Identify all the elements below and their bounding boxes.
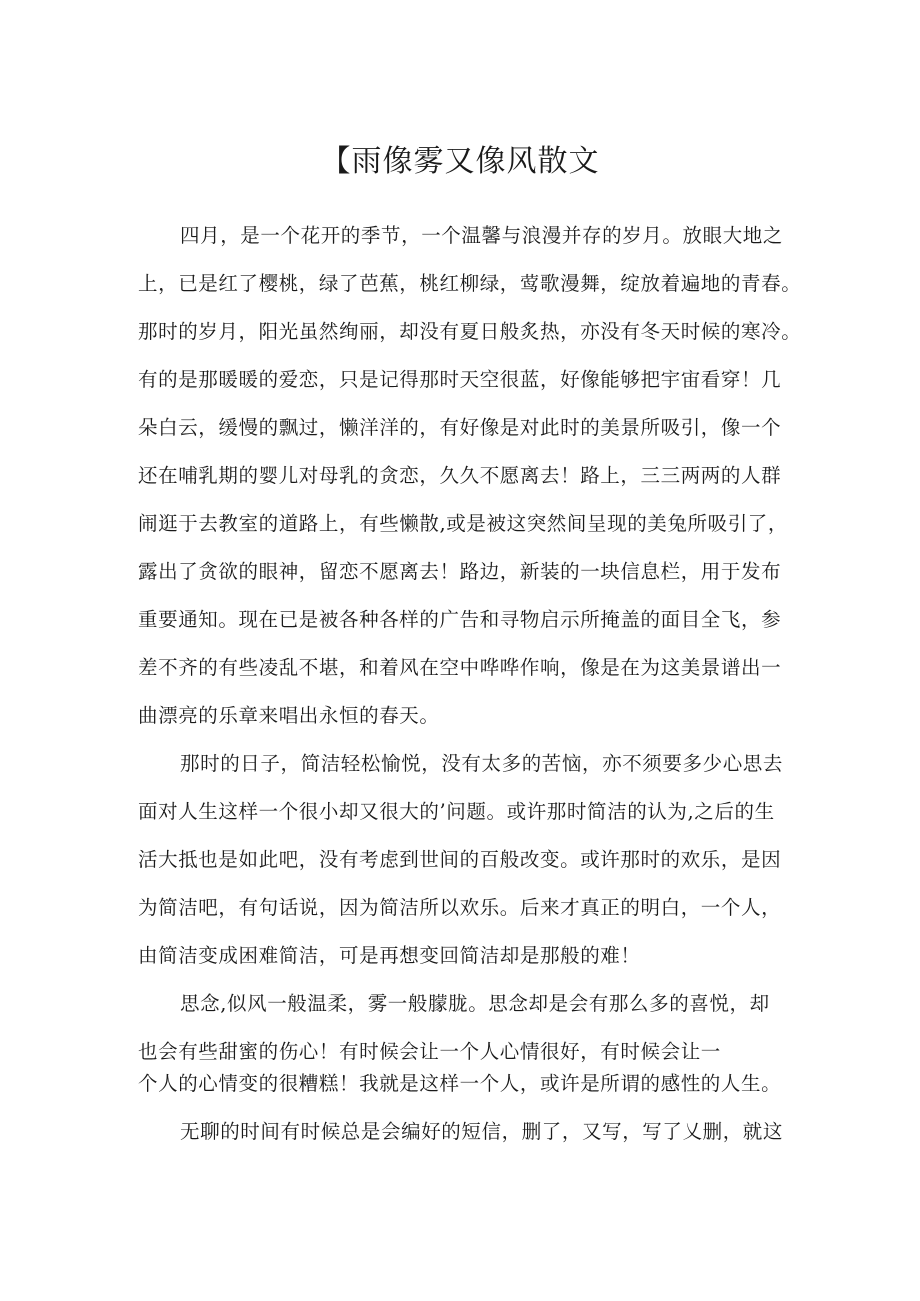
paragraph-1-line-4: 有的是那暖暖的爱恋，只是记得那时天空很蓝，好像能够把宇宙看穿！几 <box>138 368 782 391</box>
paragraph-1-line-9: 重要通知。现在已是被各种各样的广告和寻物启示所掩盖的面目全飞，参 <box>138 608 782 631</box>
paragraph-2-line-4: 为简洁吧，有句话说，因为简洁所以欢乐。后来才真正的明白，一个人， <box>138 896 782 919</box>
paragraph-1-line-3: 那时的岁月，阳光虽然绚丽，却没有夏日般炙热，亦没有冬天时候的寒冷。 <box>138 320 802 343</box>
paragraph-2-line-3: 活大抵也是如此吧，没有考虑到世间的百般改变。或许那时的欢乐，是因 <box>138 848 782 871</box>
paragraph-4-line-1: 无聊的时间有时候总是会编好的短信，删了，又写，写了乂删，就这 <box>180 1120 784 1143</box>
paragraph-3-line-1: 思念,似风一般温柔，雾一般朦胧。思念却是会有那么多的喜悦，却 <box>180 992 770 1015</box>
paragraph-3-line-3: 个人的心情变的很糟糕！我就是这样一个人，或许是所谓的感性的人生。 <box>138 1072 782 1095</box>
paragraph-1-line-7: 闹逛于去教室的道路上，有些懒散,或是被这突然间呈现的美兔所吸引了， <box>138 512 788 535</box>
paragraph-1-line-11: 曲漂亮的乐章来唱出永恒的春天。 <box>138 704 440 727</box>
paragraph-3-line-2: 也会有些甜蜜的伤心！有时候会让一个人心情很好，有时候会让一 <box>138 1040 721 1063</box>
paragraph-1-line-6: 还在哺乳期的婴儿对母乳的贪恋，久久不愿离去！路上，三三两两的人群 <box>138 464 782 487</box>
paragraph-2-line-5: 由简洁变成困难简洁，可是再想变回简洁却是那般的难！ <box>138 944 641 967</box>
paragraph-1-line-2: 上，已是红了樱桃，绿了芭蕉，桃红柳绿，莺歌漫舞，绽放着遍地的青春。 <box>138 272 802 295</box>
paragraph-1-line-10: 差不齐的有些凌乱不堪，和着风在空中哗哗作响，像是在为这美景谱出一 <box>138 656 782 679</box>
paragraph-2-line-1: 那时的日子，简洁轻松愉悦，没有太多的苦恼，亦不须要多少心思去 <box>180 752 784 775</box>
paragraph-1-line-1: 四月，是一个花开的季节，一个温馨与浪漫并存的岁月。放眼大地之 <box>180 224 784 247</box>
paragraph-1-line-8: 露出了贪欲的眼神，留恋不愿离去！路边，新装的一块信息栏，用于发布 <box>138 560 782 583</box>
paragraph-2-line-2: 面对人生这样一个很小却又很大的’问题。或许那时简洁的认为,之后的生 <box>138 800 775 823</box>
document-title: 【雨像雾又像风散文 <box>320 144 600 179</box>
paragraph-1-line-5: 朵白云，缓慢的飘过，懒洋洋的，有好像是对此时的美景所吸引，像一个 <box>138 416 782 439</box>
